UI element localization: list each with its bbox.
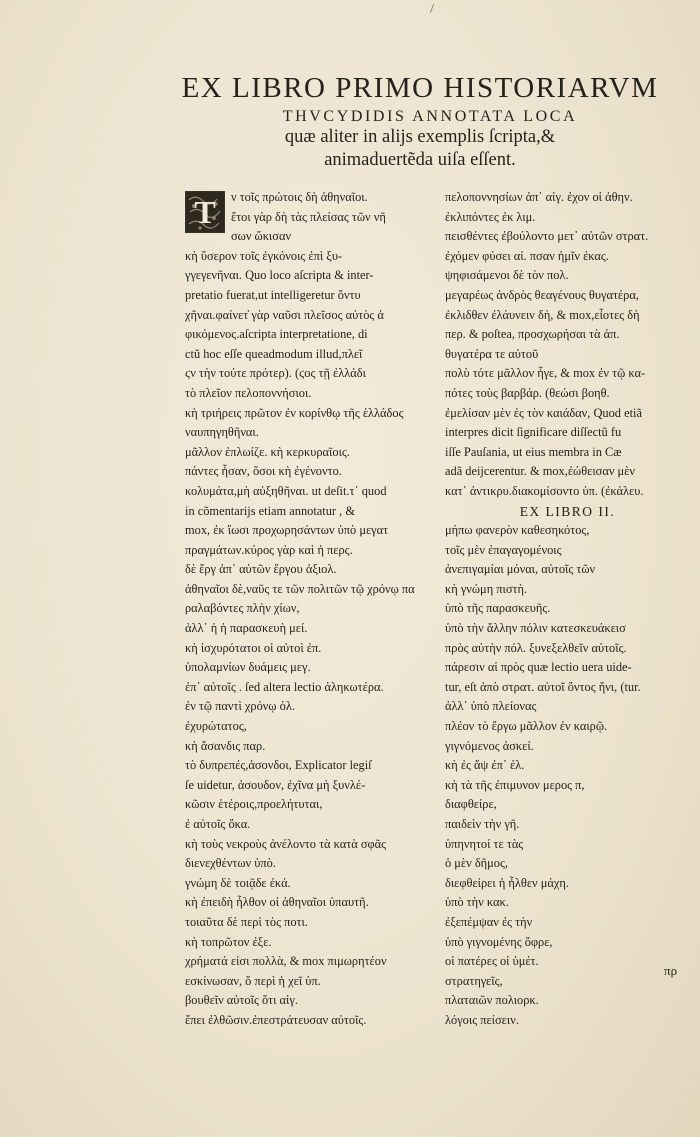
text-line: κὴ ἰσχυρότατοι οἱ αὐτοὶ ἐπ. <box>185 640 322 655</box>
text-line: κὴ ἐπειδὴ ἦλθον οἱ ἀθηναῖοι ὑπαυτῆ. <box>185 895 369 910</box>
text-line: οἱ πατέρες οἱ ὑμέτ. <box>445 954 539 969</box>
text-line: ἐ αὐτοῖς ὅκα. <box>185 817 251 831</box>
text-line: κῶσιν ἑτέροις,προελήτυται, <box>185 797 323 812</box>
text-line: κὴ τὰ τῆς ἐπιμυνον μερος π, <box>445 777 585 792</box>
text-line: κὴ ὕσερον τοῖς ἐγκόνοις ἐπὶ ξυ- <box>185 248 343 263</box>
text-line: πλαταιῶν πολιορκ. <box>445 993 539 1008</box>
text-line: γγεγενῆναι. Quo loco aſcripta & inter- <box>185 268 374 283</box>
text-line: in cõmentarijs etiam annotatur , & <box>185 503 355 518</box>
text-line: ἐκλιδθεν ἐλάυνειν δὴ, & mox,εἶοτες δὴ <box>445 307 640 322</box>
text-line: κὴ ἐς ἄψ ἐπ᾿ ἐλ. <box>445 758 525 773</box>
text-line: τὸ δυπρεπές,ἀσονδοι, Explicator legiſ <box>185 758 372 773</box>
text-line: ἀλλ᾿ ὑπὸ πλείονας <box>445 699 537 714</box>
text-line: ἀλλ᾿ ἡ ἡ παρασκευὴ μεί. <box>185 621 308 636</box>
page-title: EX LIBRO PRIMO HISTORIARVM <box>181 72 659 104</box>
catchword: πρ <box>664 963 678 978</box>
text-line: βουθεῖν αὐτοῖς ὅτι αἰγ. <box>185 993 298 1008</box>
text-line: δὲ ἔργ ἀπ᾿ αὐτῶν ἔργου ἀξιολ. <box>185 562 337 577</box>
text-line: μεγαρέως ἀνδρὸς θεαγένους θυγατέρα, <box>445 287 639 302</box>
text-line: ψηφισάμενοι δὲ τὸν πολ. <box>445 268 569 283</box>
initial-letter: T <box>194 194 216 230</box>
text-line: ἔτοι γὰρ δὴ τὰς πλείσας τῶν νῆ <box>231 209 386 224</box>
text-line: ἐπ᾿ αὐτοῖς . ſed altera lectio ἀληκωτέρα. <box>185 679 384 694</box>
text-line: πολὺ τότε μᾶλλον ἦγε, & mox ἐν τῷ κα- <box>445 366 646 381</box>
text-line: ν τοῖς πρώτοις δὴ ἀθηναῖοι. <box>231 190 368 204</box>
text-line: ἀθηναῖοι δὲ,ναῦς τε τῶν πολιτῶν τῷ χρόνῳ πα <box>185 581 415 596</box>
text-line: ὑπὸ τῆς παρασκευῆς. <box>445 601 551 616</box>
text-line: ναυπηγηθῆναι. <box>185 425 259 440</box>
text-line: ὁ μὲν δῆμος, <box>445 856 508 871</box>
page-subtitle: THVCYDIDIS ANNOTATA LOCA <box>282 108 578 125</box>
ornamental-initial-icon <box>185 191 225 233</box>
text-line: πρὸς αὐτὴν πόλ. ξυνεξελθεῖν αὐτοῖς. <box>445 640 627 655</box>
text-line: ὑπὸ τὴν ἄλλην πόλιν κατεσκευάκεισ <box>445 621 626 636</box>
text-line: ἐχυρώτατος, <box>185 719 247 734</box>
text-line: ἀνεπιγαμίαι μόναι, αὐτοῖς τῶν <box>445 562 596 577</box>
text-line: ὑπολαμνίων δυάμεις μεγ. <box>185 660 311 675</box>
text-line: ἐξεπέμψαν ἐς τὴν <box>445 914 533 929</box>
description-line: animaduertẽda uiſa eſſent. <box>324 150 516 170</box>
text-line: ſe uidetur, ἀσουδον, ἐχῖνα μὴ ξυνλέ- <box>185 777 366 792</box>
text-line: τοιαῦτα δὲ περὶ τὸς ποτι. <box>185 914 308 929</box>
text-line: εσκίνωσαν, ὅ περὶ ἡ χεῖ ὑπ. <box>185 973 321 988</box>
text-line: ϛν τὴν τούτε πρότερ). (ϛος τῇ ἐλλάδι <box>185 366 366 381</box>
text-line: κολυμάτα,μὴ αὐξηθῆναι. ut deſit.τ᾿ quod <box>185 483 387 498</box>
text-line: ἐχόμεν φύσει αἰ. πσαν ἡμῖν ἐκας. <box>445 248 609 263</box>
left-column <box>185 188 435 1031</box>
text-line: κὴ γνώμη πιστὴ. <box>445 581 528 596</box>
text-line: πάντες ἦσαν, ὅσοι κὴ ἐγένοντο. <box>185 464 342 479</box>
text-line: ὑπὸ γιγνομένης ὄφρε, <box>445 934 553 949</box>
text-line: διαφθείρε, <box>445 797 497 812</box>
text-line: πελοποννησίων ἀπ᾿ αἰγ. ἐχον οἱ ἀθην. <box>445 190 633 204</box>
text-line: χῆναι.φαίνετ̓ γὰρ ναῦσι πλεῖσος αὐτὸς ἀ <box>185 307 384 322</box>
text-line: λόγοις πείσειν. <box>445 1012 519 1027</box>
text-line: κατ᾿ ἀντικρυ.διακομίσοντο ὑπ. (ἐκάλευ. <box>445 483 644 498</box>
text-line: ἔπει ἐλθῶσιν.ἐπεστράτευσαν αὐτοῖς. <box>185 1012 367 1027</box>
text-line: πεισθέντες ἐβούλοντο μετ᾿ αὐτῶν στρατ. <box>445 229 649 244</box>
text-line: ἐμελίσαν μὲν ἐς τὸν καιάδαν, Quod etiã <box>445 405 642 420</box>
text-line: κὴ τοὺς νεκροὺς ἀνέλοντο τὰ κατὰ σφᾶς <box>185 836 387 851</box>
text-line: ctũ hoc eſſe queadmodum illud,πλεῖ <box>185 346 363 361</box>
text-line: διενεχθέντων ὑπὸ. <box>185 856 276 871</box>
text-line: iſſe Pauſania, ut eius membra in Cæ <box>445 444 622 459</box>
text-line: adã deijcerentur. & mox,ἐώθεισαν μὲν <box>445 464 635 479</box>
text-line: pretatio fuerat,ut intelligeretur ὄντυ <box>185 287 361 302</box>
text-line: tur, eſt ἀπὸ στρατ. αὐτοῖ ὄντος ἤνι, (tur. <box>445 679 641 694</box>
right-column <box>445 188 690 1031</box>
text-line: τὸ πλεῖον πελοποννήσιοι. <box>185 385 312 400</box>
text-line: παιδεὶν τὴν γῆ. <box>445 817 520 831</box>
text-line: χρήματά εἰσι πολλὰ, & mox πιμωρητέον <box>185 954 387 969</box>
text-line: ὑπὸ τὴν κακ. <box>445 895 509 910</box>
text-line: μᾶλλον ἐπλωίζε. κὴ κερκυραῖοις. <box>185 444 350 459</box>
text-line: μήπω φανερὸν καθεσηκότος, <box>445 523 590 538</box>
text-line: mox, ἐκ ἴωσι προχωρησάντων ὑπὸ μεγατ <box>185 523 389 538</box>
text-line: γιγνόμενος ἀσκεί. <box>445 738 534 753</box>
text-line: πότες τοὺς βαρβάρ. (θεώσι βοηθ. <box>445 385 610 400</box>
text-line: σων ὤκισαν <box>231 229 292 244</box>
text-line: κὴ τοπρῶτον ἐξε. <box>185 934 272 949</box>
text-line: πλέον τὸ ἔργω μᾶλλον ἐν καιρῷ. <box>445 719 608 734</box>
text-line: τοῖς μὲν ἐπαγαγομένοις <box>445 542 562 557</box>
text-line: στρατηγεῖς, <box>445 973 503 988</box>
page-mark: / <box>430 2 434 17</box>
text-line: διεφθείρει ἡ ἦλθεν μάχη. <box>445 875 569 890</box>
description-line: quæ aliter in alijs exemplis ſcripta,& <box>284 127 556 147</box>
page-description <box>200 126 640 172</box>
text-line: ἐκλιπόντες ἐκ λιμ. <box>445 209 536 224</box>
text-line: φικόμενος.aſcripta interpretatione, di <box>185 327 368 342</box>
text-line: ἐν τῷ παντὶ χρόνῳ ὀλ. <box>185 699 295 714</box>
text-line: πραγμάτων.κύρος γὰρ καὶ ἡ περς. <box>185 542 353 557</box>
book-heading: EX LIBRO II. <box>519 503 616 519</box>
text-line: κὴ τριήρεις πρῶτον ἐν κορίνθῳ τῆς ἑλλάδος <box>185 405 404 420</box>
text-line: γνώμη δὲ τοιᾷδε ἐκά. <box>185 875 291 890</box>
text-line: πάρεσιν αἱ πρὸς quæ lectio uera uide- <box>445 660 632 675</box>
text-line: ραλαβόντες πλὴν χίων, <box>185 601 300 616</box>
text-line: περ. & poſtea, προσχωρήσαι τὰ ἀπ. <box>445 327 620 342</box>
text-line: κὴ ἄσανδις παρ. <box>185 738 266 753</box>
text-line: interpres dicit ſignificare diſſectũ fu <box>445 425 622 440</box>
text-line: θυγατέρα τε αὐτοῦ <box>445 346 539 361</box>
text-line: ὑπηνητοί τε τὰς <box>445 836 524 851</box>
